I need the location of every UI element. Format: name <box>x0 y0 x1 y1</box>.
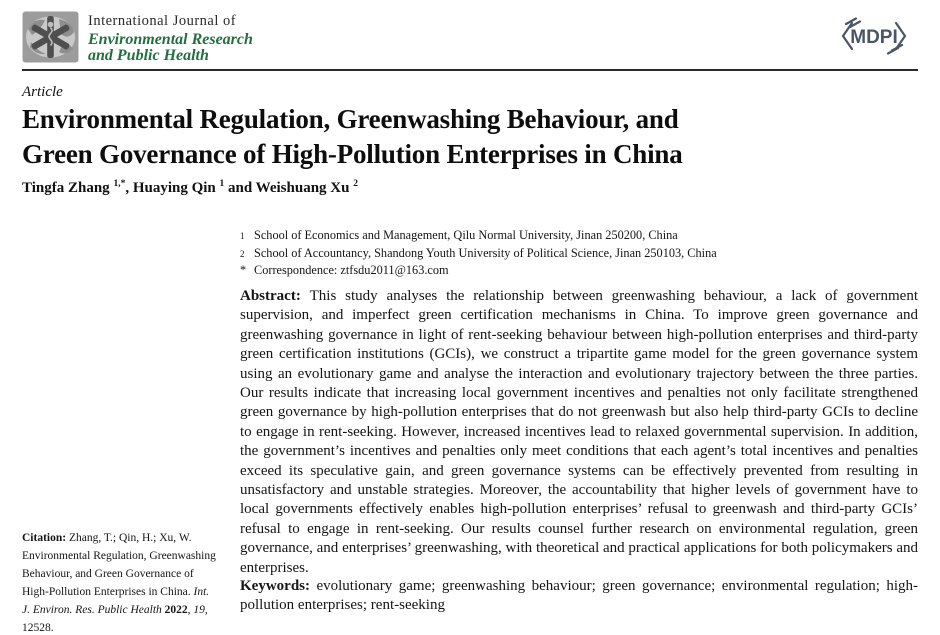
mdpi-logo <box>835 16 913 56</box>
affiliation-item <box>240 262 930 279</box>
keywords-label: Keywords: <box>240 578 317 594</box>
abstract-text: This study analyses the relationship between greenwashing behaviour, a lack of government supervision, and imperfect green certification mechanisms in China. To improve green governance and greenwashing governance in light of rent-seeking behaviour between high-pollution enterprises and third-party green certification institutions (GCIs), we construct a tripartite game model for the green governance system using an evolutionary game and analyse the interaction and evolutionary trajectory between the three parties. Our results indicate that increasing local government incentives and penalties not only facilitate strengthened green governance by high-pollution enterprises that do not greenwash but also help third-party GCIs to decline to engage in rent-seeking. However, increased incentives lead to relaxed governmental supervision. In addition, the government’s incentives and penalties only meet conditions that each agent’s total incentives and penalties exceed its speculative gain, and green governance systems can be effectively prevented from resulting in unsatisfactory and unstable strategies. Moreover, the accountability that higher levels of government have to local governments effectively enables high-pollution enterprises’ refusal to greenwash and third-party GCIs’ refusal to engage in rent-seeking. Our results counsel further research on environmental regulation, green governance, and enterprises’ greenwashing, with theoretical and practical applications for both policymakers and enterprises. <box>240 288 918 576</box>
author-name: Tingfa Zhang <box>22 180 114 196</box>
keywords-text: evolutionary game; greenwashing behaviour; green governance; environmental regulation; high-pollution enterprises; rent-seeking <box>240 578 918 614</box>
citation-text: Zhang, T.; Qin, H.; Xu, W. Environmental Regulation, Greenwashing Behaviour, and Green Governance of High-Pollution Enterprises in China. <box>22 532 216 598</box>
citation-separator: , <box>187 604 194 616</box>
author-affiliation-sup: 2 <box>353 179 358 189</box>
mdpi-logo-text: MDPI <box>850 27 898 48</box>
affiliation-text: School of Economics and Management, Qilu Normal University, Jinan 250200, China <box>254 228 678 242</box>
author-name: and Weishuang Xu <box>224 180 354 196</box>
page-title-line1: Environmental Regulation, Greenwashing Behaviour, and <box>22 104 679 134</box>
affiliation-marker: 2 <box>240 248 245 259</box>
journal-name-line3: and Public Health <box>88 46 209 64</box>
citation-year: 2022 <box>164 604 188 616</box>
citation-volume: 19 <box>193 604 205 616</box>
article-type-label: Article <box>22 84 63 100</box>
abstract-paragraph <box>240 287 918 578</box>
affiliations-list <box>240 227 930 279</box>
keywords-paragraph <box>240 577 918 616</box>
page-title-line2: Green Governance of High-Pollution Enterprises in China <box>22 139 683 169</box>
journal-logo-icon <box>22 11 79 63</box>
author-affiliation-sup: 1,* <box>113 179 126 189</box>
journal-name-prefix: International Journal of <box>88 13 237 29</box>
correspondence-text: Correspondence: ztfsdu2011@163.com <box>254 263 449 277</box>
affiliation-item <box>240 227 930 245</box>
journal-name-line2: Environmental Research <box>88 31 253 48</box>
citation-label: Citation: <box>22 532 69 544</box>
citation-pages: , 12528. <box>22 604 208 634</box>
correspondence-marker: * <box>240 263 247 277</box>
author-name: , Huaying Qin <box>125 180 220 196</box>
page-title <box>22 102 922 172</box>
citation-journal: Int. J. Environ. Res. Public Health <box>22 586 210 616</box>
affiliation-marker: 1 <box>240 231 245 241</box>
abstract-label: Abstract: <box>240 288 310 304</box>
affiliation-item <box>240 245 930 263</box>
affiliation-text: School of Accountancy, Shandong Youth University of Political Science, Jinan 250103, China <box>254 245 717 260</box>
citation-block <box>22 529 218 635</box>
header-divider <box>22 69 918 71</box>
journal-name <box>88 14 253 63</box>
author-affiliation-sup: 1 <box>219 179 225 189</box>
authors-line <box>22 179 358 197</box>
